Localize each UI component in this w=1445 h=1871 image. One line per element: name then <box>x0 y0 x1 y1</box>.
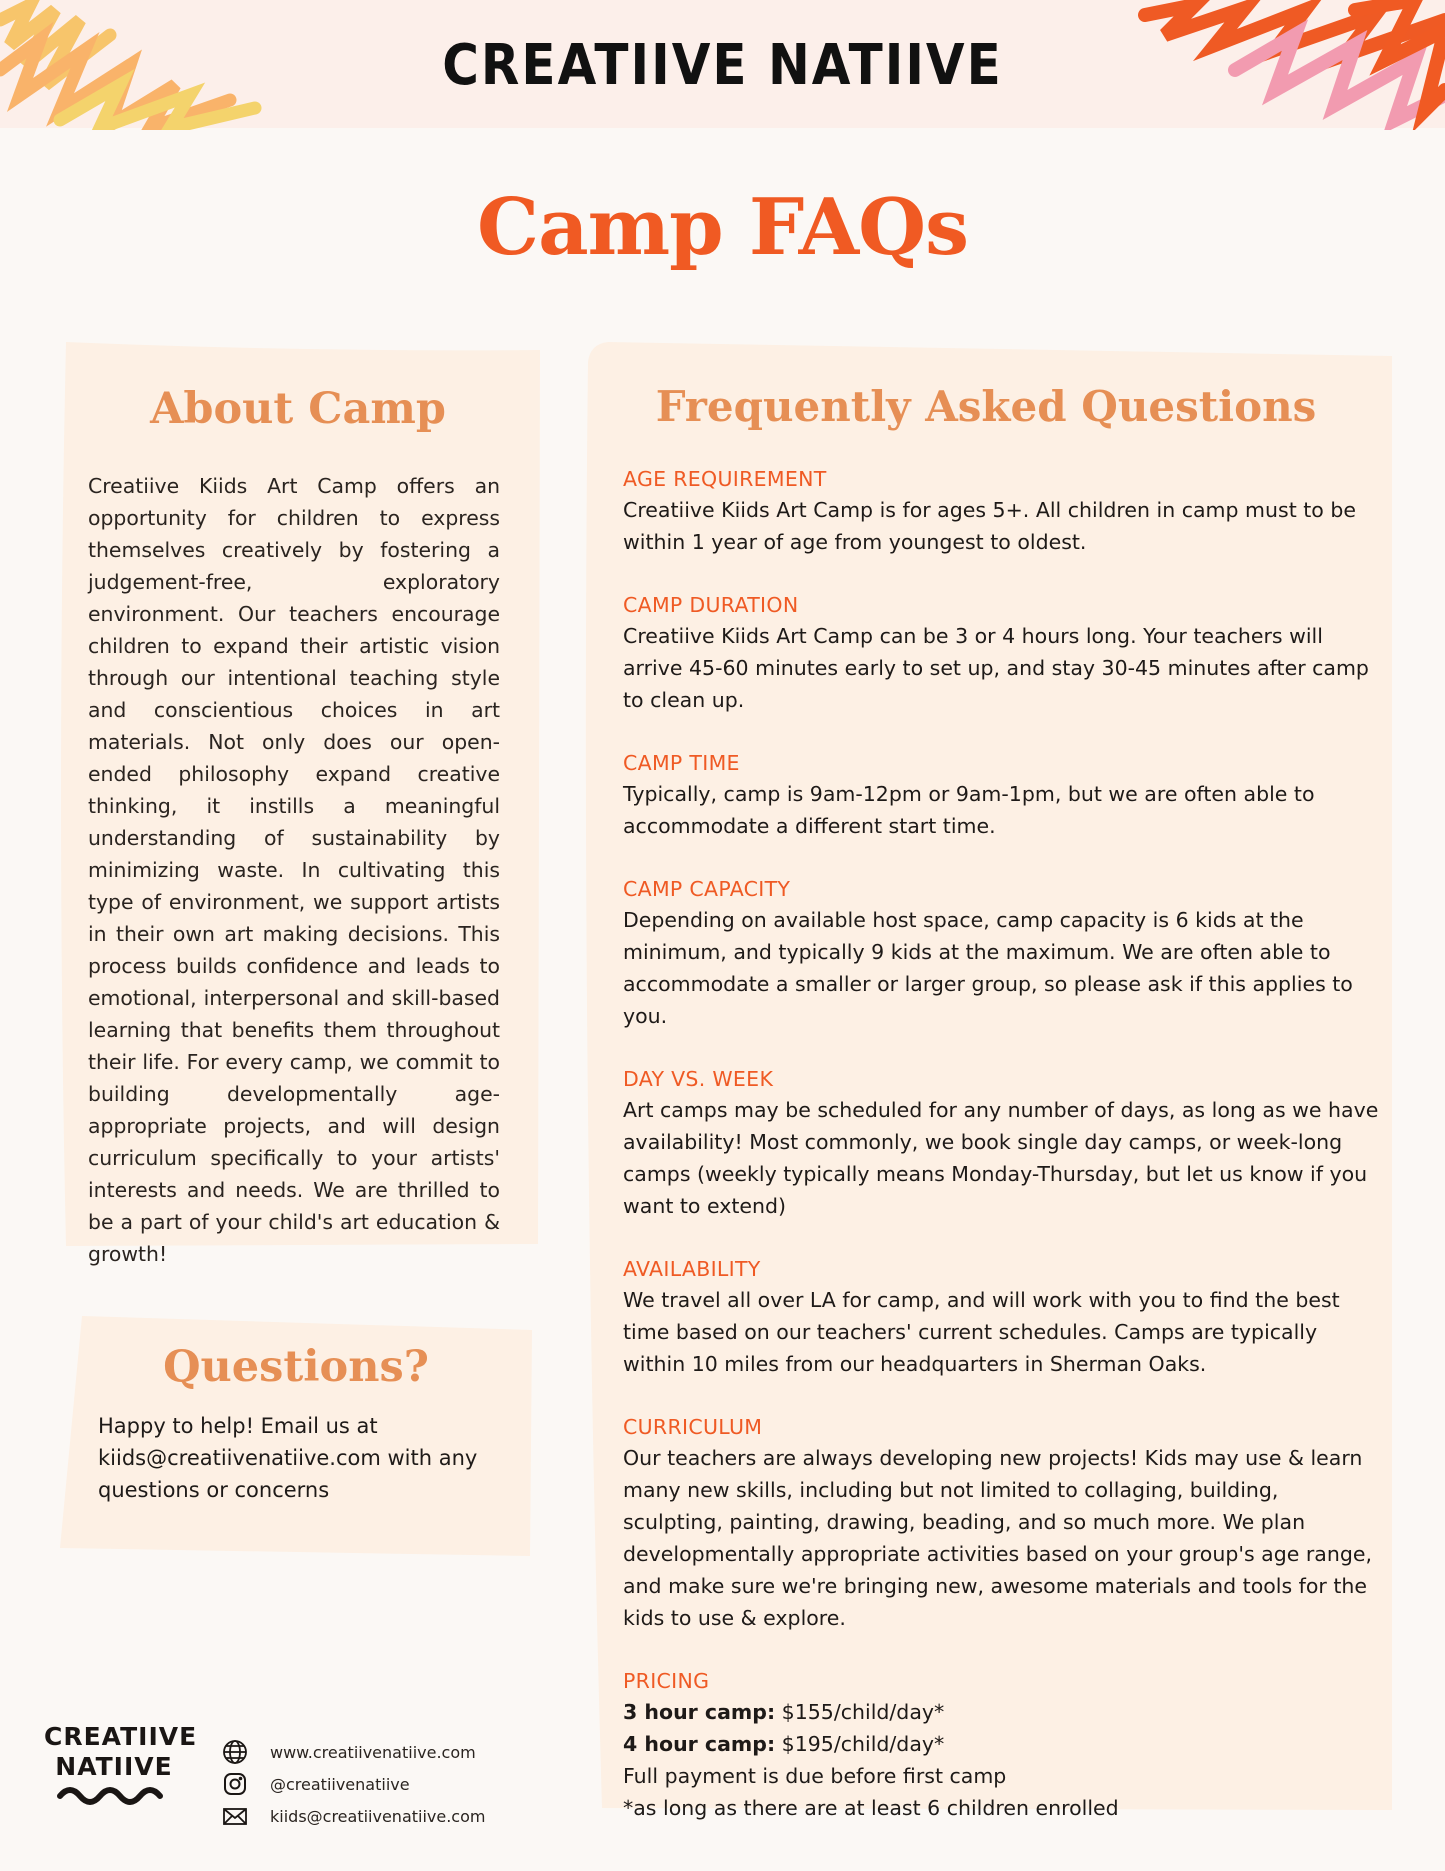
pricing-value: $195/child/day* <box>775 1732 945 1756</box>
globe-icon <box>222 1739 248 1765</box>
faq-question: CAMP DURATION <box>623 593 799 617</box>
about-heading: About Camp <box>150 384 446 434</box>
mail-icon <box>222 1803 248 1829</box>
faq-item <box>623 748 1383 842</box>
faq-question: CAMP TIME <box>623 751 740 775</box>
contact-list <box>222 1736 485 1832</box>
questions-body: Happy to help! Email us at kiids@creatiivenatiive.com with any questions or concerns <box>98 1414 478 1502</box>
brand-title: CREATIIVE NATIIVE <box>442 32 1003 98</box>
faq-panel <box>580 342 1392 1820</box>
questions-heading: Questions? <box>163 1342 429 1392</box>
faq-item <box>623 590 1383 716</box>
faq-answer: Typically, camp is 9am-12pm or 9am-1pm, but we are often able to accommodate a different start time. <box>623 782 1315 838</box>
website-text[interactable]: www.creatiivenatiive.com <box>270 1742 476 1762</box>
instagram-text[interactable]: @creatiivenatiive <box>270 1774 410 1794</box>
email-text[interactable]: kiids@creatiivenatiive.com <box>270 1806 486 1826</box>
footer-logo-line1: CREATIIVE <box>44 1722 198 1751</box>
pricing-footnote: *as long as there are at least 6 children enrolled <box>623 1796 1119 1820</box>
faq-heading: Frequently Asked Questions <box>655 382 1317 431</box>
page-title: Camp FAQs <box>476 182 969 273</box>
faq-answer: We travel all over LA for camp, and will work with you to find the best time based on our teachers' current schedules. Camps are typically within 10 miles from our headquarters in Sherman Oaks. <box>623 1288 1340 1376</box>
pricing-line <box>623 1728 1383 1760</box>
pricing-label: 3 hour camp: <box>623 1700 776 1724</box>
questions-panel <box>60 1312 532 1556</box>
faq-item <box>623 874 1383 1032</box>
faq-answer: Creatiive Kiids Art Camp is for ages 5+. All children in camp must to be within 1 year of age from youngest to oldest. <box>623 498 1356 554</box>
faq-answer: Creatiive Kiids Art Camp can be 3 or 4 hours long. Your teachers will arrive 45-60 minutes early to set up, and stay 30-45 minutes after camp to clean up. <box>623 624 1369 712</box>
faq-item <box>623 1064 1383 1222</box>
contact-email[interactable] <box>222 1800 485 1832</box>
faq-answer: Our teachers are always developing new projects! Kids may use & learn many new skills, including but not limited to collaging, building, sculpting, painting, drawing, beading, and so much more. We plan developmentally appropriate activities based on your group's age range, and make sure we're bringing new, awesome materials and tools for the kids to use & explore. <box>623 1446 1373 1630</box>
footer-logo <box>44 1722 198 1808</box>
faq-question: CAMP CAPACITY <box>623 877 791 901</box>
faq-answer: Depending on available host space, camp capacity is 6 kids at the minimum, and typically 9 kids at the maximum. We are often able to accommodate a smaller or larger group, so please ask if this applies to you. <box>623 908 1353 1028</box>
contact-website[interactable] <box>222 1736 485 1768</box>
faq-question: CURRICULUM <box>623 1415 763 1439</box>
faq-question: AVAILABILITY <box>623 1257 761 1281</box>
faq-item-pricing <box>623 1666 1383 1824</box>
footer-logo-line2: NATIIVE <box>55 1752 173 1781</box>
contact-instagram[interactable] <box>222 1768 485 1800</box>
faq-question: PRICING <box>623 1669 710 1693</box>
faq-question: AGE REQUIREMENT <box>623 467 827 491</box>
faq-item <box>623 1412 1383 1634</box>
squiggle-icon <box>54 1782 174 1808</box>
faq-answer: Art camps may be scheduled for any number of days, as long as we have availability! Most commonly, we book single day camps, or week-long camps (weekly typically means Monday-Thursday, but let us know if you want to extend) <box>623 1098 1379 1218</box>
pricing-value: $155/child/day* <box>775 1700 945 1724</box>
about-body: Creatiive Kiids Art Camp offers an opportunity for children to express themselves creatively by fostering a judgement-free, exploratory environment. Our teachers encourage children to expand their artistic vision through our intentional teaching style and conscientious choices in art materials. Not only does our open-ended philosophy expand creative thinking, it instills a meaningful understanding of sustainability by minimizing waste. In cultivating this type of environment, we support artists in their own art making decisions. This process builds confidence and leads to emotional, interpersonal and skill-based learning that benefits them throughout their life. For every camp, we commit to building developmentally age-appropriate projects, and will design curriculum specifically to your artists' interests and needs. We are thrilled to be a part of your child's art education & growth! <box>88 474 500 1266</box>
faq-question: DAY VS. WEEK <box>623 1067 774 1091</box>
instagram-icon <box>222 1771 248 1797</box>
faq-item <box>623 464 1383 558</box>
faq-item <box>623 1254 1383 1380</box>
pricing-line <box>623 1696 1383 1728</box>
pricing-note: Full payment is due before first camp <box>623 1764 1007 1788</box>
about-panel <box>56 342 540 1266</box>
pricing-label: 4 hour camp: <box>623 1732 776 1756</box>
faq-list <box>623 464 1383 1856</box>
